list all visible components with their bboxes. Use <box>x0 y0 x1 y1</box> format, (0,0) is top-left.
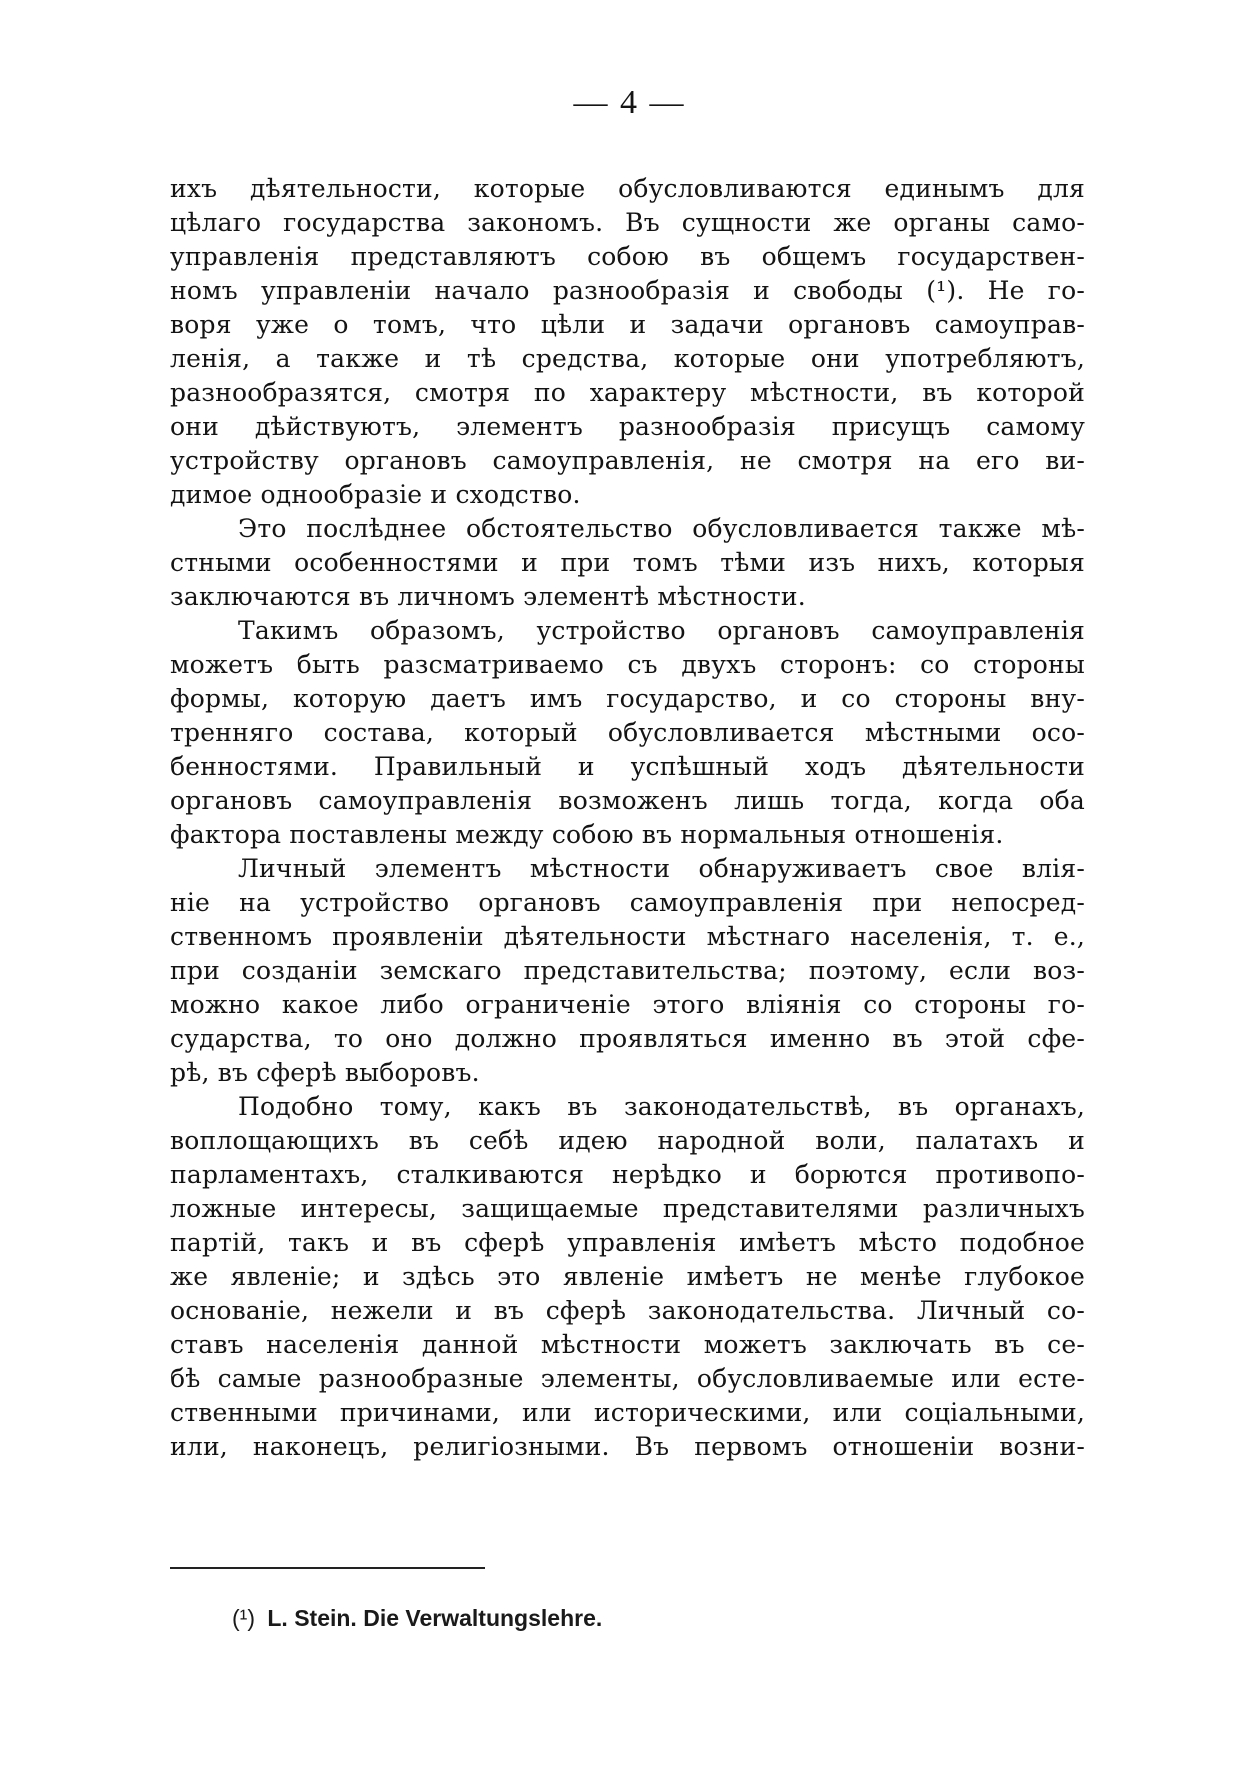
paragraph-first-line: Такимъ образомъ, устройство органовъ самоуправленія <box>238 616 1085 645</box>
text-line: при созданіи земскаго представительства; поэтому, если воз- <box>170 956 1085 985</box>
text-line: димое однообразіе и сходство. <box>170 480 581 509</box>
text-line: рѣ, въ сферѣ выборовъ. <box>170 1058 480 1087</box>
text-line: стными особенностями и при томъ тѣми изъ нихъ, которыя <box>170 548 1085 577</box>
text-line: можно какое либо ограниченіе этого вліянія со стороны го- <box>170 990 1085 1019</box>
text-line: они дѣйствуютъ, элементъ разнообразія присущъ самому <box>170 412 1085 441</box>
paragraph-first-line: Это послѣднее обстоятельство обусловливается также мѣ- <box>238 514 1085 543</box>
text-line: бѣ самые разнообразные элементы, обусловливаемые или есте- <box>170 1364 1085 1393</box>
page-number: — 4 — <box>573 84 686 121</box>
text-line: партій, такъ и въ сферѣ управленія имѣетъ мѣсто подобное <box>170 1228 1085 1257</box>
text-line: ніе на устройство органовъ самоуправленія при непосред- <box>170 888 1085 917</box>
text-line: бенностями. Правильный и успѣшный ходъ дѣятельности <box>170 752 1085 781</box>
text-line: ленія, а также и тѣ средства, которые они употребляютъ, <box>170 344 1085 373</box>
text-line: можетъ быть разсматриваемо съ двухъ сторонъ: со стороны <box>170 650 1085 679</box>
paragraph-first-line: Личный элементъ мѣстности обнаруживаетъ свое влія- <box>238 854 1085 883</box>
text-line: или, наконецъ, религіозными. Въ первомъ отношеніи возни- <box>170 1432 1085 1461</box>
text-line: фактора поставлены между собою въ нормальныя отношенія. <box>170 820 1004 849</box>
text-line: сударства, то оно должно проявляться именно въ этой сфе- <box>170 1024 1085 1053</box>
text-line: ихъ дѣятельности, которые обусловливаются единымъ для <box>170 174 1085 203</box>
text-line: управленія представляютъ собою въ общемъ государствен- <box>170 242 1085 271</box>
page-body-text <box>170 172 1085 1464</box>
text-line: формы, которую даетъ имъ государство, и со стороны вну- <box>170 684 1085 713</box>
footnote-mark: (¹) <box>232 1605 255 1631</box>
footnote <box>232 1605 602 1632</box>
text-line: основаніе, нежели и въ сферѣ законодательства. Личный со- <box>170 1296 1085 1325</box>
footnote-text: L. Stein. Die Verwaltungslehre. <box>267 1605 603 1631</box>
text-line: разнообразятся, смотря по характеру мѣстности, въ которой <box>170 378 1085 407</box>
text-line: тренняго состава, который обусловливается мѣстными осо- <box>170 718 1085 747</box>
text-line: номъ управленіи начало разнообразія и свободы (¹). Не го- <box>170 276 1085 305</box>
text-line: ственномъ проявленіи дѣятельности мѣстнаго населенія, т. е., <box>170 922 1085 951</box>
text-line: воплощающихъ въ себѣ идею народной воли, палатахъ и <box>170 1126 1085 1155</box>
footnote-divider <box>170 1567 485 1569</box>
text-line: органовъ самоуправленія возможенъ лишь тогда, когда оба <box>170 786 1085 815</box>
text-line: ственными причинами, или историческими, или соціальными, <box>170 1398 1085 1427</box>
paragraph-first-line: Подобно тому, какъ въ законодательствѣ, въ органахъ, <box>238 1092 1085 1121</box>
text-line: устройству органовъ самоуправленія, не смотря на его ви- <box>170 446 1085 475</box>
text-line: воря уже о томъ, что цѣли и задачи органовъ самоуправ- <box>170 310 1085 339</box>
text-line: же явленіе; и здѣсь это явленіе имѣетъ не менѣе глубокое <box>170 1262 1085 1291</box>
text-line: заключаются въ личномъ элементѣ мѣстности. <box>170 582 806 611</box>
text-line: парламентахъ, сталкиваются нерѣдко и борются противопо- <box>170 1160 1085 1189</box>
text-line: ставъ населенія данной мѣстности можетъ заключать въ се- <box>170 1330 1085 1359</box>
text-line: ложные интересы, защищаемые представителями различныхъ <box>170 1194 1085 1223</box>
text-line: цѣлаго государства закономъ. Въ сущности же органы само- <box>170 208 1085 237</box>
